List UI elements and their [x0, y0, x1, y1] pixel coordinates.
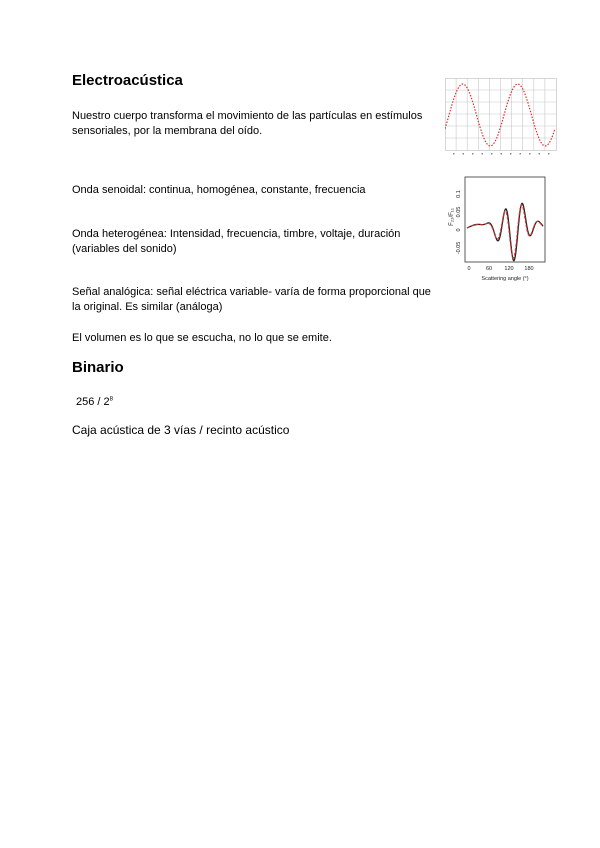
section-heading-electroacustica: Electroacústica: [72, 72, 183, 89]
paragraph-onda-heterogenea: Onda heterogénea: Intensidad, frecuencia, timbre, voltaje, duración (variables del sonido): [72, 228, 401, 255]
scattering-figure: [445, 172, 557, 284]
x-tick-0: 0: [467, 266, 471, 272]
binary-exponent: 8: [109, 396, 113, 403]
sine-wave-figure: [445, 78, 557, 156]
x-axis-label: Scattering angle (°): [481, 276, 529, 282]
y-tick-3: 0: [456, 228, 462, 232]
binary-value: 256 / 2: [76, 396, 110, 408]
plot-frame: [465, 177, 545, 262]
binary-expression: [76, 395, 113, 410]
x-tick-60: 60: [485, 266, 493, 272]
section-heading-binario: Binario: [72, 359, 124, 376]
paragraph-volumen: El volumen es lo que se escucha, no lo que se emite.: [72, 332, 332, 344]
x-tick-120: 120: [504, 266, 514, 272]
paragraph-senal-analogica: Señal analógica: señal eléctrica variable- varía de forma proporcional que la original. Es similar (análoga): [72, 286, 431, 313]
paragraph-caja-acustica: Caja acústica de 3 vías / recinto acústico: [72, 423, 290, 437]
y-tick-2: 0.05: [456, 206, 462, 218]
y-axis-label: F₂₂/F₁₁: [449, 208, 455, 226]
paragraph-onda-senoidal: Onda senoidal: continua, homogénea, constante, frecuencia: [72, 184, 366, 196]
y-tick-1: 0.1: [456, 190, 462, 198]
y-tick-4: -0.05: [456, 241, 462, 255]
paragraph-cuerpo: Nuestro cuerpo transforma el movimiento de las partículas en estímulos sensoriales, por la membrana del oído.: [72, 110, 423, 137]
sine-curve: [445, 84, 555, 146]
x-tick-180: 180: [524, 266, 534, 272]
